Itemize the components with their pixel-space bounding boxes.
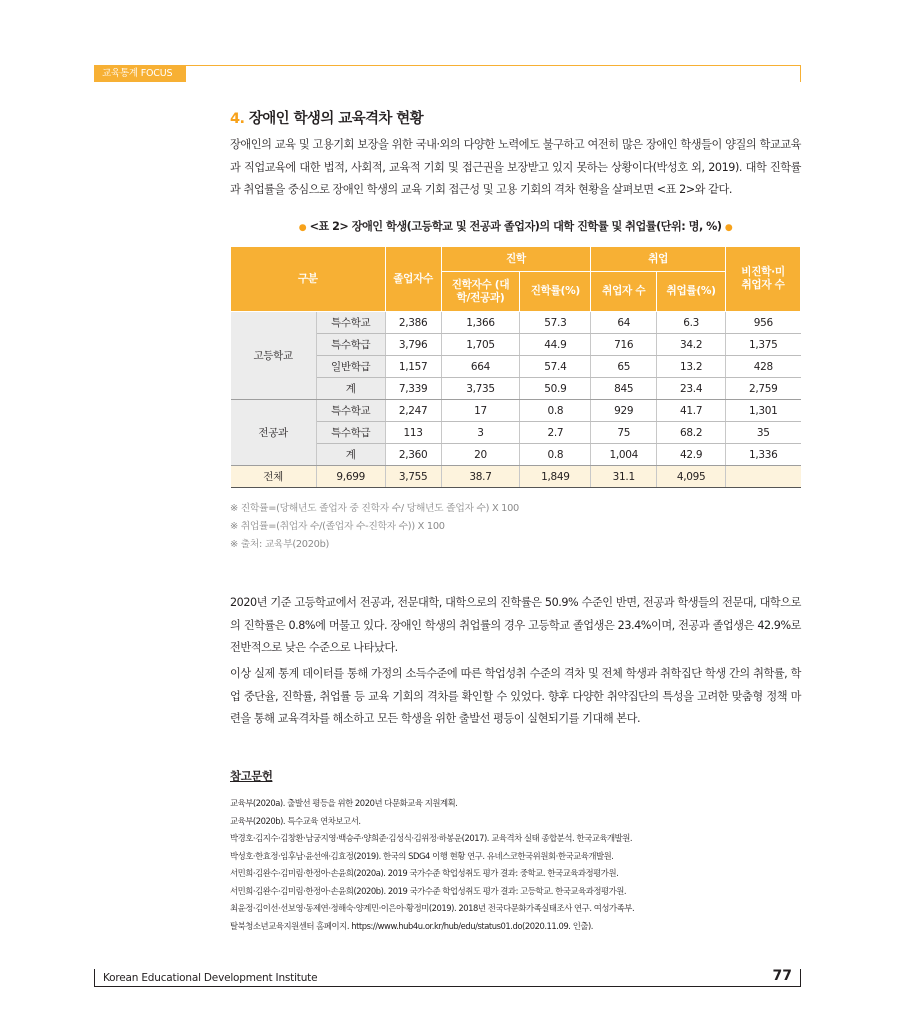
cell-adv-rate: 57.4	[520, 356, 591, 378]
table-row	[231, 444, 801, 466]
cell-emp-rate: 42.9	[657, 444, 726, 466]
header-category: 구분	[231, 247, 386, 312]
section-tab: 교육통계 FOCUS	[94, 65, 186, 82]
reference-item: 교육부(2020b). 특수교육 연차보고서.	[230, 815, 361, 826]
cell-non: 2,759	[726, 378, 801, 400]
total-cell: 9,699	[316, 466, 385, 488]
cell-emp-rate: 34.2	[657, 334, 726, 356]
header-emp-count: 취업자 수	[591, 272, 657, 312]
section-title-text: 장애인 학생의 교육격차 현황	[248, 111, 424, 127]
references-title: 참고문헌	[230, 769, 273, 783]
cell-graduates: 7,339	[385, 378, 441, 400]
footer-rule-end	[800, 969, 801, 986]
cell-adv-count: 664	[441, 356, 520, 378]
cell-adv-count: 17	[441, 400, 520, 422]
cell-non: 35	[726, 422, 801, 444]
cell-adv-rate: 0.8	[520, 400, 591, 422]
references-list	[230, 795, 634, 935]
cell-adv-count: 1,366	[441, 312, 520, 334]
total-cell: 3,755	[385, 466, 441, 488]
row-label: 일반학급	[316, 356, 385, 378]
cell-emp-rate: 13.2	[657, 356, 726, 378]
row-label: 특수학급	[316, 334, 385, 356]
caption-dot-icon: ●	[724, 223, 733, 233]
row-label: 특수학급	[316, 422, 385, 444]
reference-item: 서민희·김완수·김미림·한정아·손윤희(2020b). 2019 국가수준 학업성취도 평가 결과: 고등학교. 한국교육과정평가원.	[230, 885, 627, 896]
group-label: 고등학교	[231, 312, 317, 400]
footer-rule	[94, 986, 801, 987]
table-caption-text: <표 2> 장애인 학생(고등학교 및 전공과 졸업자)의 대학 진학률 및 취업률(단위: 명, %)	[309, 220, 722, 233]
cell-non: 1,301	[726, 400, 801, 422]
cell-graduates: 3,796	[385, 334, 441, 356]
caption-dot-icon: ●	[298, 223, 307, 233]
reference-item: 탈북청소년교육지원센터 홈페이지. https://www.hub4u.or.kr/hub/edu/status01.do(2020.11.09. 인출).	[230, 920, 594, 931]
table-row	[231, 400, 801, 422]
row-label: 계	[316, 444, 385, 466]
cell-emp-count: 716	[591, 334, 657, 356]
header-adv-rate: 진학률(%)	[520, 272, 591, 312]
section-heading	[230, 107, 423, 128]
header-rule	[186, 65, 800, 66]
total-cell: 1,849	[520, 466, 591, 488]
section-number: 4.	[230, 111, 245, 127]
reference-item: 교육부(2020a). 출발선 평등을 위한 2020년 다문화교육 지원계획.	[230, 798, 458, 808]
cell-emp-rate: 41.7	[657, 400, 726, 422]
header-employment: 취업	[591, 247, 726, 272]
reference-item: 서민희·김완수·김미림·한정아·손윤희(2020a). 2019 국가수준 학업성취도 평가 결과: 중학교. 한국교육과정평가원.	[230, 868, 619, 878]
cell-non: 428	[726, 356, 801, 378]
table-caption	[230, 218, 801, 234]
header-advancement: 진학	[441, 247, 591, 272]
table-row	[231, 422, 801, 444]
cell-graduates: 2,386	[385, 312, 441, 334]
cell-non: 1,336	[726, 444, 801, 466]
cell-non: 1,375	[726, 334, 801, 356]
total-cell: 38.7	[441, 466, 520, 488]
header-rule-end	[800, 65, 801, 82]
cell-adv-count: 3,735	[441, 378, 520, 400]
reference-item: 박경호·김지수·김창환·남궁지영·백승주·양희준·김성식·김위정·하봉운(2017). 교육격차 실태 종합분석. 한국교육개발원.	[230, 833, 633, 843]
cell-emp-count: 64	[591, 312, 657, 334]
table-row	[231, 334, 801, 356]
header-non: 비진학·미취업자 수	[726, 247, 801, 312]
cell-adv-rate: 2.7	[520, 422, 591, 444]
reference-item: 박성호·한효정·임후남·윤선애·김효정(2019). 한국의 SDG4 이행 현황 연구. 유네스코한국위원회·한국교육개발원.	[230, 850, 614, 861]
cell-adv-count: 3	[441, 422, 520, 444]
cell-adv-count: 1,705	[441, 334, 520, 356]
row-label: 계	[316, 378, 385, 400]
cell-non: 956	[726, 312, 801, 334]
cell-graduates: 2,247	[385, 400, 441, 422]
cell-emp-count: 929	[591, 400, 657, 422]
cell-graduates: 2,360	[385, 444, 441, 466]
footer-institute: Korean Educational Development Institute	[103, 972, 318, 984]
cell-adv-rate: 0.8	[520, 444, 591, 466]
total-cell	[726, 466, 801, 488]
cell-graduates: 113	[385, 422, 441, 444]
body-paragraph: 2020년 기준 고등학교에서 전공과, 전문대학, 대학으로의 진학률은 50.9% 수준인 반면, 전공과 학생들의 전문대, 대학으로의 진학률은 0.8%에 머물고 있다. 장애인 학생의 취업률의 경우 고등학교 졸업생은 23.4%이며, 전공과 졸업생은 42.9%로 전반적으로 낮은 수준으로 나타났다.	[230, 596, 801, 654]
row-label: 특수학교	[316, 312, 385, 334]
cell-adv-rate: 50.9	[520, 378, 591, 400]
cell-adv-rate: 57.3	[520, 312, 591, 334]
page-number: 77	[772, 968, 792, 984]
cell-emp-rate: 23.4	[657, 378, 726, 400]
cell-emp-count: 65	[591, 356, 657, 378]
cell-emp-rate: 6.3	[657, 312, 726, 334]
cell-emp-rate: 68.2	[657, 422, 726, 444]
statistics-table	[230, 246, 801, 488]
cell-graduates: 1,157	[385, 356, 441, 378]
cell-emp-count: 845	[591, 378, 657, 400]
table-notes	[230, 500, 519, 554]
cell-adv-rate: 44.9	[520, 334, 591, 356]
header-graduates: 졸업자수	[385, 247, 441, 312]
note-line: ※ 취업률=(취업자 수/(졸업자 수-진학자 수)) X 100	[230, 521, 445, 532]
table-row	[231, 312, 801, 334]
intro-paragraph: 장애인의 교육 및 고용기회 보장을 위한 국내·외의 다양한 노력에도 불구하고 여전히 많은 장애인 학생들이 양질의 학교교육과 직업교육에 대한 법적, 사회적, 교육적 기회 및 접근권을 보장받고 있지 못하는 상황이다(박성호 외, 2019). 대학 진학률과 취업률을 중심으로 장애인 학생의 교육 기회 접근성 및 고용 기회의 격차 현황을 살펴보면 <표 2>와 같다.	[230, 138, 801, 196]
header-emp-rate: 취업률(%)	[657, 272, 726, 312]
cell-emp-count: 75	[591, 422, 657, 444]
table-row	[231, 378, 801, 400]
footer-rule-start	[94, 969, 95, 986]
reference-item: 최윤정·김이선·선보영·동제연·정해숙·양계민·이은아·황정미(2019). 2018년 전국다문화가족실태조사 연구. 여성가족부.	[230, 903, 635, 913]
note-line: ※ 진학률=(당해년도 졸업자 중 진학자 수/ 당해년도 졸업자 수) X 100	[230, 503, 519, 514]
body-paragraph: 이상 실제 통계 데이터를 통해 가정의 소득수준에 따른 학업성취 수준의 격차 및 전체 학생과 취학집단 학생 간의 취학률, 학업 중단율, 진학률, 취업률 등 교육 기회의 격차를 확인할 수 있었다. 향후 다양한 취약집단의 특성을 고려한 맞춤형 정책 마련을 통해 교육격차를 해소하고 모든 학생을 위한 출발선 평등이 실현되기를 기대해 본다.	[230, 667, 801, 725]
group-label: 전공과	[231, 400, 317, 466]
table-total-row	[231, 466, 801, 488]
total-label: 전체	[231, 466, 317, 488]
cell-emp-count: 1,004	[591, 444, 657, 466]
total-cell: 4,095	[657, 466, 726, 488]
table-row	[231, 356, 801, 378]
total-cell: 31.1	[591, 466, 657, 488]
note-line: ※ 출처: 교육부(2020b)	[230, 539, 330, 550]
cell-adv-count: 20	[441, 444, 520, 466]
header-adv-count: 진학자수 (대학/전공과)	[441, 272, 520, 312]
row-label: 특수학교	[316, 400, 385, 422]
